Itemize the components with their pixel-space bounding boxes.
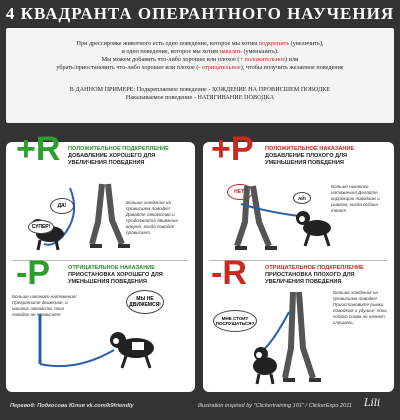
plus-r-bubble-yes: ДА! <box>50 198 74 214</box>
intro-definitions: При дрессировке животного есть одно поведение, которое мы хотим подкрепить (увеличить), и одно поведение, которое мы хотим наказать (уменьшить). Мы можем добавить что-либо хорошее или плохое (+ положительное) или убрать/приостановить что-либо хорошее или плохое (- отрицательное), чтобы получить желаемое поведение <box>56 40 344 71</box>
intro-panel <box>6 28 394 123</box>
minus-r-description: Больше хождения на провисшем поводке! Приостановите рывки поводком и удушье, пока собака снова не начнет слушать. <box>333 290 387 325</box>
signature: Lili <box>364 398 381 409</box>
plus-r-bubble-super: СУПЕР! <box>28 220 54 234</box>
minus-p-description: Больше никакого натяжения! Прекратите движение, и никаких лакомств, пока поводок не провиснет <box>12 294 77 317</box>
translator-credit: Перевод: Подкосова Юлия vk.com/k9friendly <box>10 403 134 409</box>
intro-example <box>6 86 394 102</box>
minus-p-sign: -P <box>16 254 50 292</box>
minus-r-sign: -R <box>211 254 247 292</box>
minus-p-illustration <box>36 314 186 388</box>
plus-p-label: ПОЛОЖИТЕЛЬНОЕ НАКАЗАНИЕ ДОБАВЛЕНИЕ ПЛОХОГО ДЛЯ УМЕНЬШЕНИЯ ПОВЕДЕНИЯ <box>265 146 355 166</box>
example-punished: Наказываемое поведение - НАТЯГИВАНИЕ ПОВОДКА <box>125 94 275 101</box>
example-reinforced: В ДАННОМ ПРИМЕРЕ: Подкрепляемое поведение - ХОЖДЕНИЕ НА ПРОВИСШЕМ ПОВОДКЕ <box>69 86 331 93</box>
plus-r-sign: +R <box>16 130 61 168</box>
plus-p-sign: +P <box>211 130 254 168</box>
minus-r-bubble: МНЕ СТОИТ ПОСЛУШАТЬСЯ? <box>213 310 257 332</box>
plus-r-description: Больше хождения на провисшем поводке! Давайте лакомство и продолжайте движение вперед, когда поводок провисает. <box>126 200 178 235</box>
plus-r-label: ПОЛОЖИТЕЛЬНОЕ ПОДКРЕПЛЕНИЕ ДОБАВЛЕНИЕ ХОРОШЕГО ДЛЯ УВЕЛИЧЕНИЯ ПОВЕДЕНИЯ <box>68 146 169 166</box>
minus-r-illustration <box>243 292 333 388</box>
left-panel <box>6 130 195 392</box>
right-panel <box>203 130 394 392</box>
minus-r-label: ОТРИЦАТЕЛЬНОЕ ПОДКРЕПЛЕНИЕ ПРИОСТАНОВКА ПЛОХОГО ДЛЯ УВЕЛИЧЕНИЯ ПОВЕДЕНИЯ <box>265 265 364 285</box>
plus-p-bubble-no: НЕТ! <box>227 184 253 200</box>
plus-p-illustration <box>207 182 347 254</box>
illustration-credit: Illustration inspired by "Clickertraining 101" / ClickerExpo 2011 <box>198 403 353 409</box>
plus-p-description: Больше никакого натяжения! Делайте коррекцию поводком и рывком, когда собака тянет <box>331 184 380 213</box>
minus-p-label: ОТРИЦАТЕЛЬНОЕ НАКАЗАНИЕ ПРИОСТАНОВКА ХОРОШЕГО ДЛЯ УМЕНЬШЕНИЯ ПОВЕДЕНИЯ <box>68 265 163 285</box>
page-title: 4 КВАДРАНТА ОПЕРАНТНОГО НАУЧЕНИЯ <box>5 4 395 23</box>
minus-p-bubble: МЫ НЕ ДВИЖЕМСЯ! <box>126 290 164 314</box>
plus-p-bubble-ouch: АЙ! <box>293 192 311 204</box>
